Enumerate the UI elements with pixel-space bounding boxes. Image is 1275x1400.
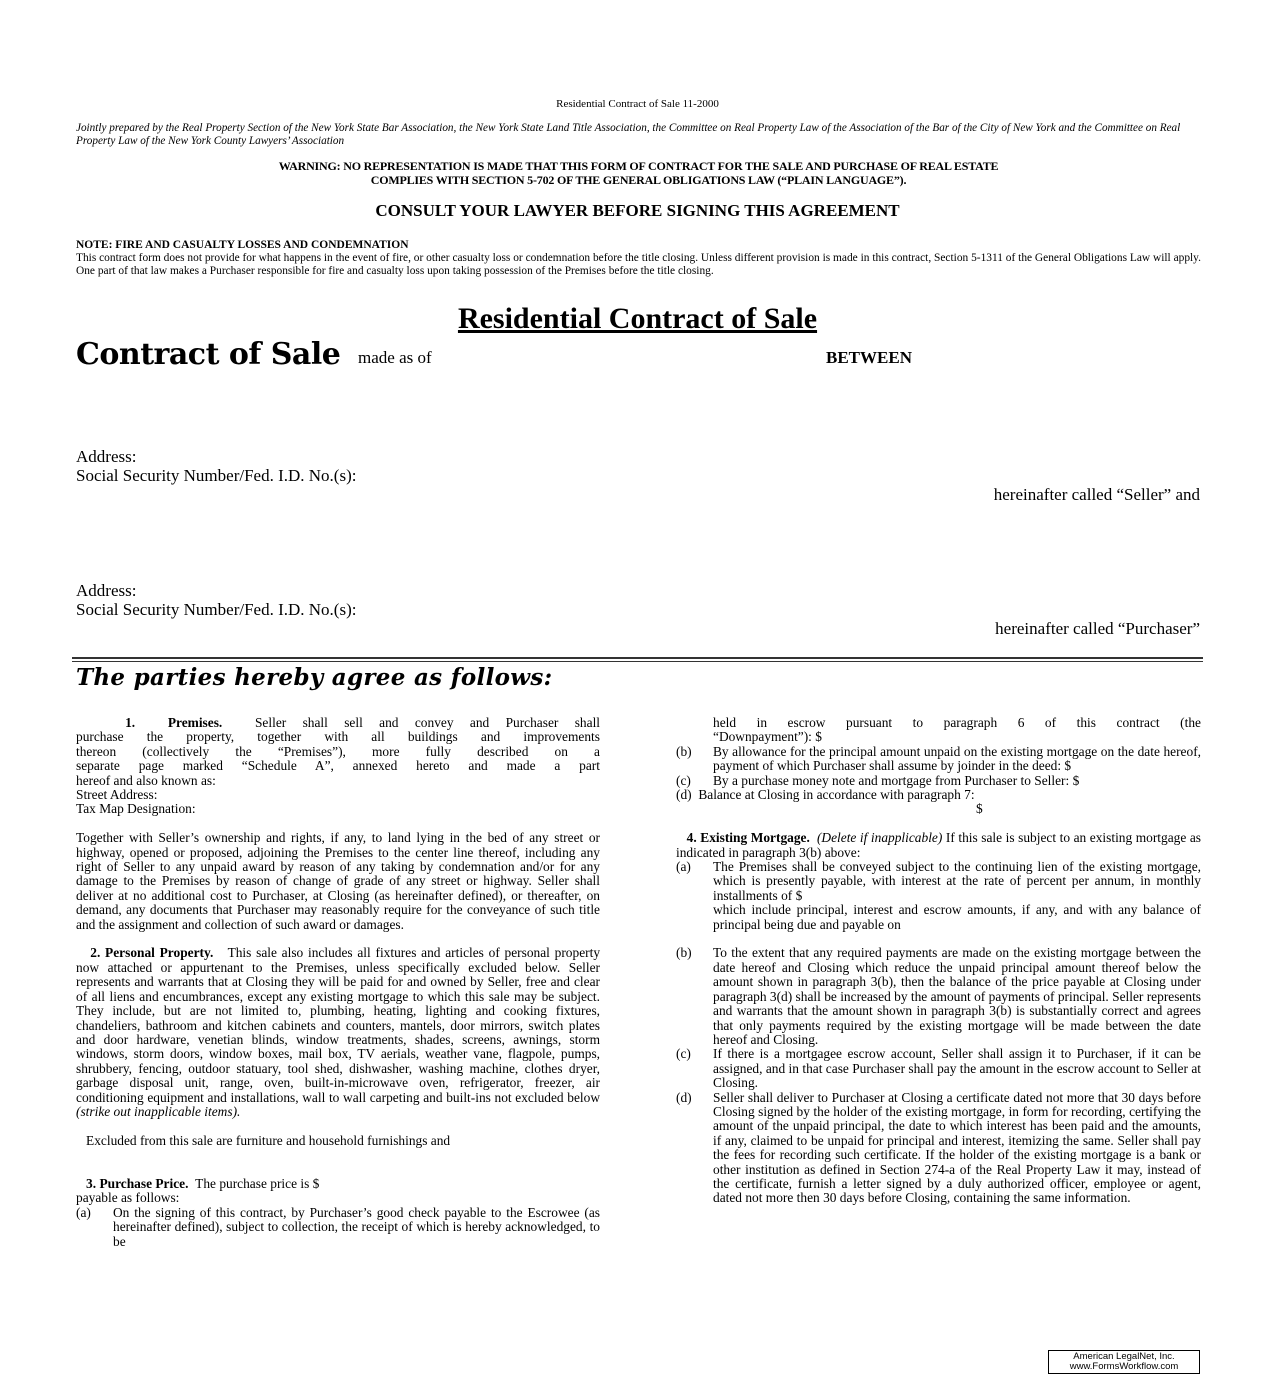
paragraph-3 — [76, 1177, 600, 1191]
item-3b-label: (b) — [676, 743, 692, 759]
item-3d-dollar: $ — [976, 801, 983, 817]
excluded-items-text: Excluded from this sale are furniture and household furnishings and — [86, 1132, 451, 1148]
item-4a-continuation: which include principal, interest and escrow amounts, if any, and with any balance of principal being due and payable on — [713, 902, 1201, 932]
item-3b — [676, 745, 1201, 774]
warning-line-2: COMPLIES WITH SECTION 5-702 OF THE GENERAL OBLIGATIONS LAW (“PLAIN LANGUAGE”). — [370, 173, 907, 187]
divider-thin — [72, 661, 1203, 662]
item-3c-label: (c) — [676, 772, 691, 788]
purchaser-ssn-label: Social Security Number/Fed. I.D. No.(s): — [76, 600, 357, 619]
paragraph-1-line: Seller shall sell and convey and Purchaser shall — [254, 715, 601, 730]
item-4b — [676, 946, 1201, 1047]
item-4a-label: (a) — [676, 859, 691, 875]
paragraph-1-last-line: hereof and also known as: — [76, 772, 216, 788]
item-3c — [676, 774, 1201, 788]
purchaser-called: hereinafter called “Purchaser” — [995, 619, 1200, 638]
seller-called: hereinafter called “Seller” and — [993, 485, 1200, 504]
seller-address-label: Address: — [76, 447, 137, 466]
item-4c-text: If there is a mortgagee escrow account, Seller shall assign it to Purchaser, if it can be assigned, and in that case Purchaser shall pay the amount in the escrow account to Seller at Closing. — [713, 1046, 1201, 1091]
item-3a — [76, 1206, 600, 1249]
paragraph-2 — [76, 946, 600, 1119]
consult-lawyer-heading: CONSULT YOUR LAWYER BEFORE SIGNING THIS AGREEMENT — [375, 201, 900, 220]
note-body: This contract form does not provide for what happens in the event of fire, or other casualty loss or condemnation before the title closing. Unless different provision is made in this contract, Section 5-1311 of the General Obligations Law will apply. One part of that law makes a Purchaser responsible for fire and casualty loss upon taking possession of the Premises before the title closing. — [76, 252, 1201, 277]
downpayment-line: “Downpayment”): $ — [713, 729, 822, 745]
paragraph-1-line: separate page marked “Schedule A”, annexed hereto and made a part — [76, 758, 600, 774]
right-column — [676, 716, 1201, 1206]
paragraph-4 — [676, 831, 1201, 860]
paragraph-3-title: Purchase Price. — [99, 1175, 189, 1191]
item-4a — [676, 860, 1201, 903]
parties-agree-heading: The parties hereby agree as follows: — [76, 664, 553, 691]
contract-of-sale-label: Contract of Sale — [76, 337, 341, 372]
warning-notice — [76, 159, 1201, 187]
between-label: BETWEEN — [826, 348, 912, 367]
item-4d-text: Seller shall deliver to Purchaser at Closing a certificate dated not more that 30 days before Closing signed by the holder of the existing mortgage, in form for recording, certifying the amount of the unpaid principal, the date to which interest has been paid and the amounts, if any, claimed to be unpaid for principal and interest, itemizing the same. Seller shall pay the fees for recording such certificate. If the holder of the existing mortgage is a bank or other institution as defined in Section 274-a of the Real Property Law it may, instead of the certificate, furnish a letter signed by a duly authorized officer, employee or agent, dated not more then 30 days before Closing, containing the same information. — [713, 1089, 1201, 1206]
form-id: Residential Contract of Sale 11-2000 — [556, 98, 719, 110]
paragraph-4-delete-note: (Delete if inapplicable) — [816, 830, 943, 846]
strike-out-note: (strike out inapplicable items). — [76, 1103, 241, 1119]
item-4d — [676, 1091, 1201, 1206]
paragraph-4-text: If this sale is subject to an existing mortgage as indicated in paragraph 3(b) above: — [676, 830, 1202, 860]
item-3b-text: By allowance for the principal amount unpaid on the existing mortgage on the date hereof, payment of which Purchaser shall assume by joinder in the deed: $ — [713, 743, 1201, 774]
purchase-price-text: The purchase price is $ — [195, 1175, 320, 1191]
purchaser-address-label: Address: — [76, 581, 137, 600]
payable-as-follows: payable as follows: — [76, 1190, 180, 1206]
item-4c — [676, 1047, 1201, 1090]
paragraph-3-number: 3. — [86, 1175, 97, 1191]
paragraph-2-body: This sale also includes all fixtures and articles of personal property now attached or appurtenant to the Premises, unless specifically excluded below. Seller represents and warrants that at Closing they will be paid for and owned by Seller, free and clear of all liens and encumbrances, except any existing mortgage to which this sale may be subject. They include, but are not limited to, plumbing, heating, lighting and cooking fixtures, chandeliers, bathroom and kitchen cabinets and counters, mantels, door mirrors, switch plates and door hardware, venetian blinds, window treatments, shades, screens, awnings, storm windows, storm doors, window boxes, mail box, TV aerials, weather vane, flagpole, pumps, shrubbery, fencing, outdoor statuary, tool shed, dishwasher, washing machine, clothes dryer, garbage disposal unit, range, oven, built-in-microwave oven, refrigerator, freezer, air conditioning equipment and installations, wall to wall carpeting and built-ins not excluded below — [76, 945, 601, 1105]
paragraph-2-number: 2. — [90, 945, 101, 961]
item-4b-label: (b) — [676, 945, 692, 961]
purchaser-block — [76, 581, 356, 619]
paragraph-1-line: thereon (collectively the “Premises”), more fully described on a — [76, 743, 600, 759]
item-3c-text: By a purchase money note and mortgage from Purchaser to Seller: $ — [713, 772, 1080, 788]
publisher-badge[interactable] — [1048, 1350, 1200, 1374]
warning-line-1: WARNING: NO REPRESENTATION IS MADE THAT THIS FORM OF CONTRACT FOR THE SALE AND PURCHASE OF REAL ESTATE — [278, 159, 999, 173]
paragraph-1-number: 1. — [125, 715, 136, 730]
paragraph-1-line: purchase the property, together with all buildings and improvements — [76, 729, 600, 745]
together-clause: Together with Seller’s ownership and rights, if any, to land lying in the bed of any street or highway, opened or proposed, adjoining the Premises to the center line thereof, including any right of Seller to any unpaid award by reason of any taking by condemnation and/or for any damage to the Premises by reason of change of grade of any street or highway. Seller shall deliver at no additional cost to Purchaser, at Closing (as hereinafter defined), or thereafter, on demand, any documents that Purchaser may reasonably require for the conveyance of such title and the assignment and collection of such award or damages. — [76, 830, 600, 932]
item-4b-text: To the extent that any required payments are made on the existing mortgage between the date hereof and Closing which reduce the unpaid principal amount thereof below the amount shown in paragraph 3(b), then the balance of the price payable at Closing under paragraph 3(d) shall be increased by the amount of payments of principal. Seller represents and warrants that the amount shown in paragraph 3(b) is substantially correct and agrees that only payments required by the existing mortgage will be made between the date hereof and Closing. — [713, 945, 1201, 1047]
item-4d-label: (d) — [676, 1089, 692, 1105]
seller-ssn-label: Social Security Number/Fed. I.D. No.(s): — [76, 466, 357, 485]
item-4c-label: (c) — [676, 1046, 691, 1062]
seller-block — [76, 447, 356, 485]
jointly-prepared-text: Jointly prepared by the Real Property Section of the New York State Bar Association, the New York State Land Title Association, the Committee on Real Property Law of the Association of the Bar of the City of New York and the Committee on Real Property Law of the New York County Lawyers’ Association — [76, 122, 1181, 147]
excluded-items — [76, 1134, 600, 1148]
left-column — [76, 716, 600, 1249]
item-3a-label: (a) — [76, 1204, 91, 1220]
item-3d-label: (d) — [676, 787, 692, 803]
document-title: Residential Contract of Sale — [457, 302, 818, 335]
item-4a-text: The Premises shall be conveyed subject to the continuing lien of the existing mortgage, which is presently payable, with interest at the rate of percent per annum, in monthly installments of $ — [713, 859, 1201, 903]
publisher-name: American LegalNet, Inc. — [1073, 1351, 1175, 1362]
made-as-of-label: made as of — [358, 348, 432, 367]
item-3a-text: On the signing of this contract, by Purchaser’s good check payable to the Escrowee (as hereinafter defined), subject to collection, the receipt of which is hereby acknowledged, to be — [113, 1204, 600, 1249]
paragraph-4-number: 4. — [686, 830, 697, 846]
note-title: NOTE: FIRE AND CASUALTY LOSSES AND CONDEMNATION — [76, 239, 409, 251]
street-address-label: Street Address: — [76, 787, 158, 803]
divider-thick — [72, 657, 1203, 659]
item-3d — [676, 788, 1201, 802]
tax-map-label: Tax Map Designation: — [76, 801, 196, 817]
escrow-line: held in escrow pursuant to paragraph 6 of this contract (the — [713, 715, 1201, 730]
item-3d-text: Balance at Closing in accordance with paragraph 7: — [698, 787, 975, 803]
paragraph-4-title: Existing Mortgage. — [700, 830, 810, 846]
paragraph-1-first-line — [76, 716, 600, 730]
publisher-url[interactable]: www.FormsWorkflow.com — [1069, 1361, 1179, 1372]
paragraph-1-title: Premises. — [167, 715, 223, 730]
paragraph-2-title: Personal Property. — [105, 945, 214, 961]
